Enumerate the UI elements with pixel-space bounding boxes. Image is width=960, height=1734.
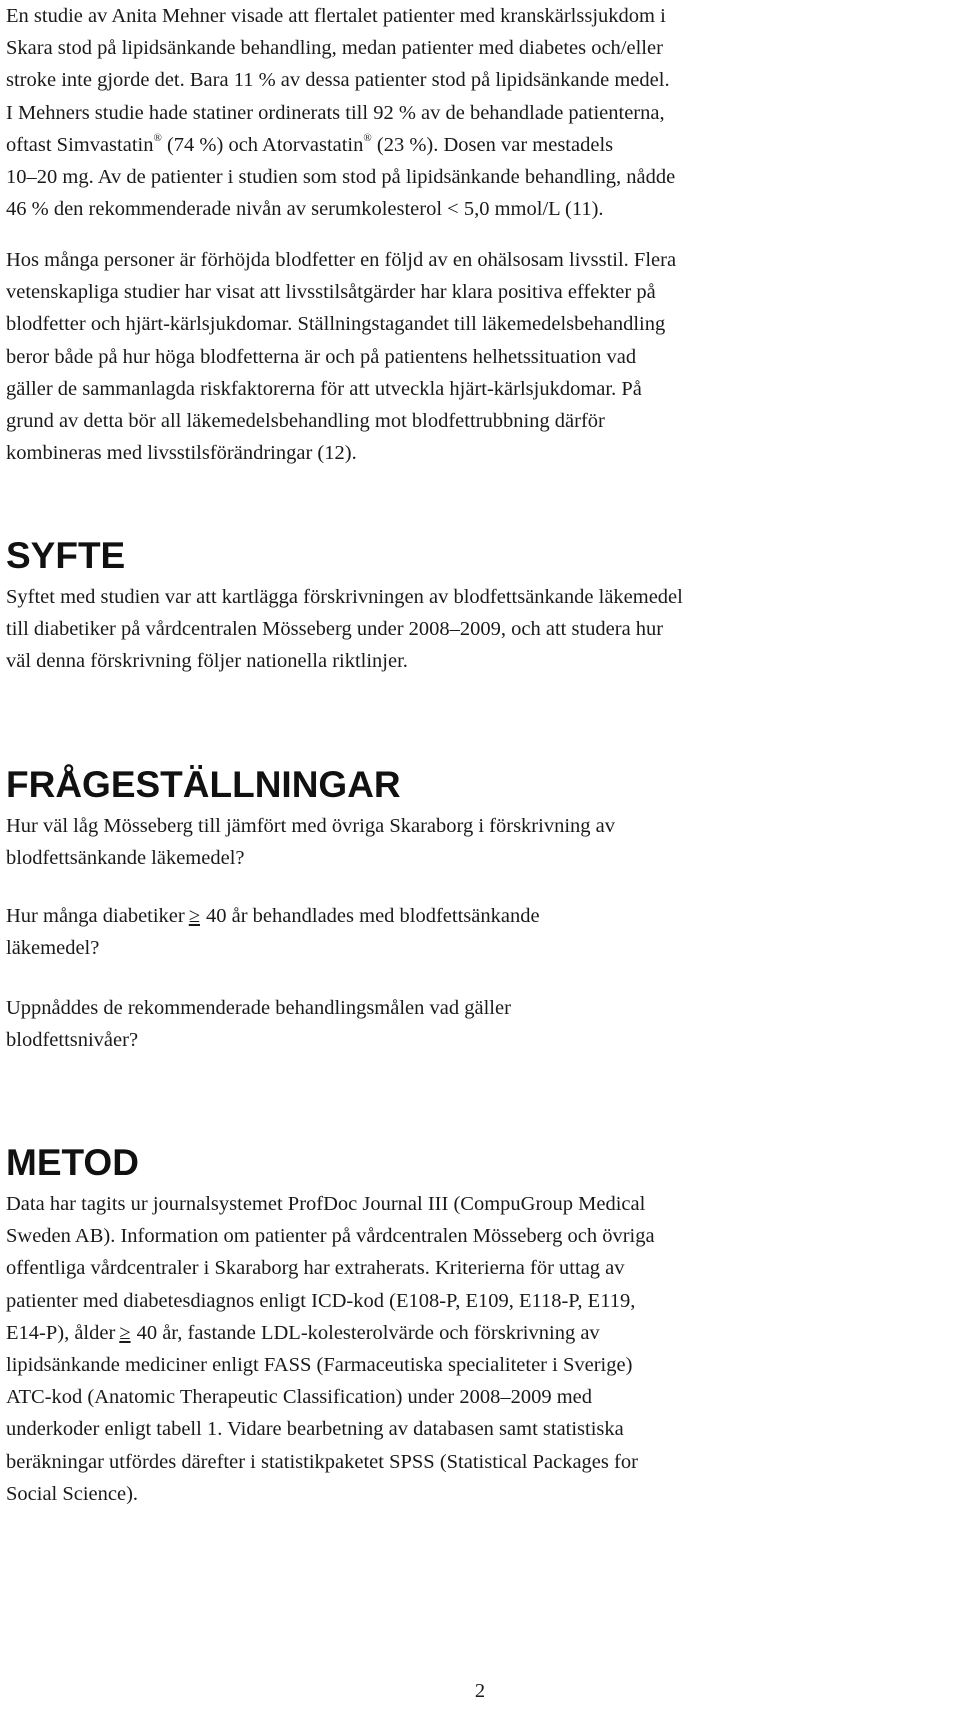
text-line: underkoder enligt tabell 1. Vidare bearbetning av databasen samt statistiska bbox=[6, 1418, 624, 1441]
text-line: gäller de sammanlagda riskfaktorerna för att utveckla hjärt-kärlsjukdomar. På bbox=[6, 377, 642, 400]
text-line: Hos många personer är förhöjda blodfetter en följd av en ohälsosam livsstil. Flera bbox=[6, 249, 677, 271]
syfte-paragraph bbox=[6, 581, 683, 678]
text-line: Skara stod på lipidsänkande behandling, medan patienter med diabetes och/eller bbox=[6, 37, 663, 60]
text-line: lipidsänkande mediciner enligt FASS (Farmaceutiska specialiteter i Sverige) bbox=[6, 1354, 633, 1377]
text-line: Hur väl låg Mösseberg till jämfört med övriga Skaraborg i förskrivning av bbox=[6, 815, 615, 837]
registered-mark: ® bbox=[153, 131, 162, 144]
text-line: Syftet med studien var att kartlägga förskrivningen av blodfettsänkande läkemedel bbox=[6, 586, 683, 608]
intro-paragraph-2 bbox=[6, 244, 676, 469]
text-fragment: 40 år behandlades med blodfettsänkande bbox=[206, 905, 540, 927]
text-fragment: Hur många diabetiker bbox=[6, 905, 185, 927]
text-line bbox=[6, 129, 675, 161]
text-line: En studie av Anita Mehner visade att flertalet patienter med kranskärlssjukdom i bbox=[6, 5, 666, 27]
text-line: offentliga vårdcentraler i Skaraborg har extraherats. Kriterierna för uttag av bbox=[6, 1257, 625, 1280]
section-heading-metod: METOD bbox=[6, 1142, 139, 1183]
text-line: I Mehners studie hade statiner ordinerats till 92 % av de behandlade patienterna, bbox=[6, 101, 665, 124]
metod-paragraph bbox=[6, 1188, 655, 1510]
registered-mark: ® bbox=[363, 131, 372, 144]
question-1 bbox=[6, 810, 615, 874]
intro-paragraph-1 bbox=[6, 0, 675, 225]
text-line: vetenskapliga studier har visat att livsstilsåtgärder har klara positiva effekter på bbox=[6, 281, 656, 304]
text-line: patienter med diabetesdiagnos enligt ICD-kod (E108-P, E109, E118-P, E119, bbox=[6, 1289, 636, 1312]
section-heading-syfte: SYFTE bbox=[6, 535, 126, 576]
text-line: väl denna förskrivning följer nationella riktlinjer. bbox=[6, 650, 408, 673]
text-line: Social Science). bbox=[6, 1482, 139, 1505]
text-line: blodfettsänkande läkemedel? bbox=[6, 847, 245, 870]
text-line: till diabetiker på vårdcentralen Mösseberg under 2008–2009, och att studera hur bbox=[6, 618, 664, 641]
text-line: blodfettsnivåer? bbox=[6, 1029, 139, 1052]
text-line: 10–20 mg. Av de patienter i studien som stod på lipidsänkande behandling, nådde bbox=[6, 166, 676, 189]
question-2 bbox=[6, 900, 540, 964]
text-line: 46 % den rekommenderade nivån av serumkolesterol < 5,0 mmol/L (11). bbox=[6, 198, 604, 221]
text-line: läkemedel? bbox=[6, 937, 100, 960]
text-line: Data har tagits ur journalsystemet ProfDoc Journal III (CompuGroup Medical bbox=[6, 1193, 646, 1215]
text-fragment: (23 %). Dosen var mestadels bbox=[371, 133, 614, 156]
text-line: blodfetter och hjärt-kärlsjukdomar. Ställningstagandet till läkemedelsbehandling bbox=[6, 313, 666, 336]
text-line: Uppnåddes de rekommenderade behandlingsmålen vad gäller bbox=[6, 997, 511, 1019]
text-fragment: E14-P), ålder bbox=[6, 1321, 116, 1344]
text-line: beräkningar utfördes därefter i statistikpaketet SPSS (Statistical Packages for bbox=[6, 1450, 638, 1473]
text-line: ATC-kod (Anatomic Therapeutic Classification) under 2008–2009 med bbox=[6, 1386, 593, 1409]
page-number: 2 bbox=[474, 1680, 486, 1702]
text-line: beror både på hur höga blodfetterna är och på patientens helhetssituation vad bbox=[6, 345, 637, 368]
question-3 bbox=[6, 992, 511, 1056]
text-line: stroke inte gjorde det. Bara 11 % av dessa patienter stod på lipidsänkande medel. bbox=[6, 69, 670, 92]
text-fragment: (74 %) och Atorvastatin bbox=[161, 133, 364, 156]
text-line: kombineras med livsstilsförändringar (12). bbox=[6, 442, 357, 465]
text-line: Sweden AB). Information om patienter på vårdcentralen Mösseberg och övriga bbox=[6, 1225, 655, 1248]
text-fragment: 40 år, fastande LDL-kolesterolvärde och förskrivning av bbox=[136, 1321, 600, 1344]
greater-equal-symbol: ≥ bbox=[188, 905, 200, 927]
text-line bbox=[6, 1317, 655, 1349]
greater-equal-symbol: ≥ bbox=[119, 1321, 131, 1344]
section-heading-fragestallningar: FRÅGESTÄLLNINGAR bbox=[6, 764, 401, 805]
text-fragment: oftast Simvastatin bbox=[6, 133, 154, 156]
text-line: grund av detta bör all läkemedelsbehandling mot blodfettrubbning därför bbox=[6, 410, 605, 433]
text-line bbox=[6, 900, 540, 932]
